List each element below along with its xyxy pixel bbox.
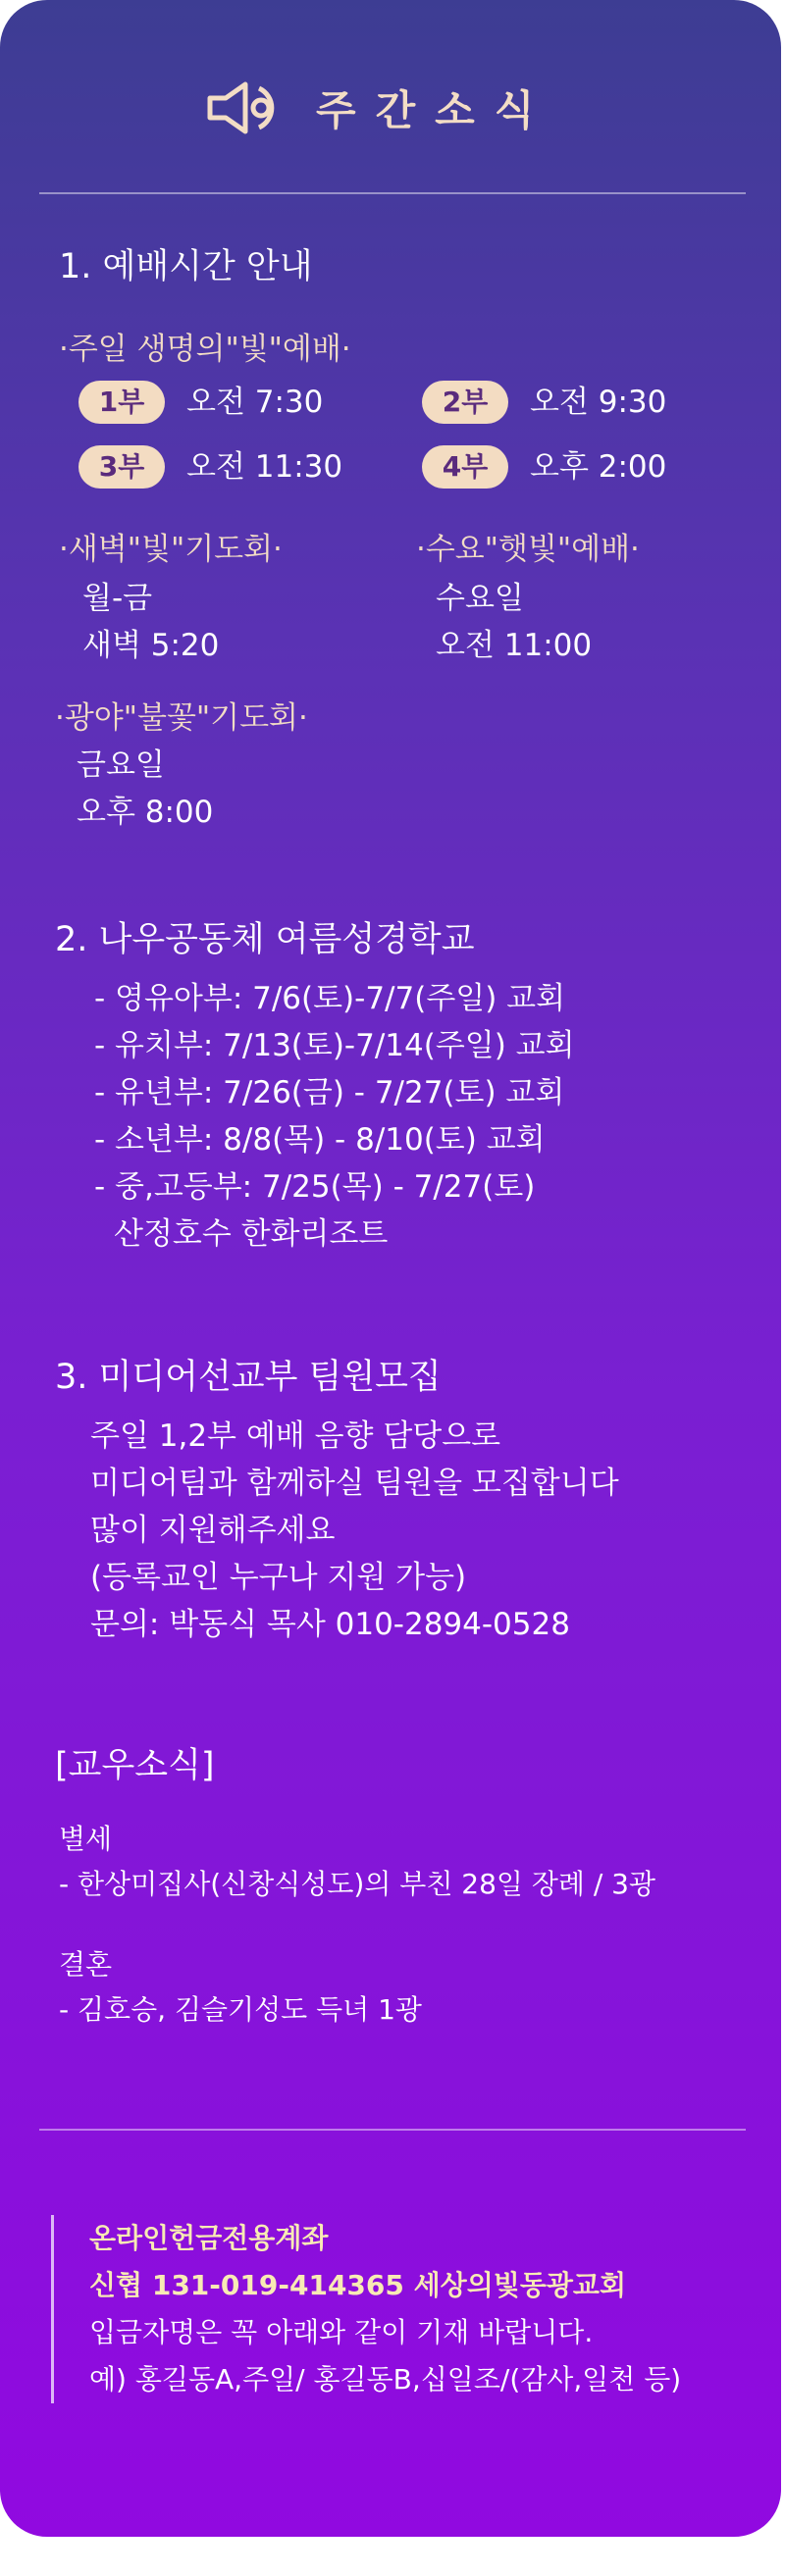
wednesday-service-time: 오전 11:00 [436,628,593,663]
vbs-item: 산정호수 한화리조트 [114,1216,389,1252]
service-badge-2: 2부 [422,381,508,424]
recruit-line: 주일 1,2부 예배 음향 담당으로 [90,1418,501,1454]
friday-prayer-time: 오후 8:00 [77,795,214,830]
footer-divider [39,2129,746,2131]
recruit-contact: 문의: 박동식 목사 010-2894-0528 [90,1607,570,1642]
recruit-line: (등록교인 누구나 지원 가능) [90,1560,467,1595]
death-label: 별세 [59,1823,113,1855]
friday-prayer-label: ·광야"불꽃"기도회· [55,700,308,736]
account-note: 입금자명은 꼭 아래와 같이 기재 바랍니다. [89,2316,594,2348]
death-text: - 한상미집사(신창식성도)의 부친 28일 장례 / 3광 [59,1868,656,1900]
dawn-prayer-time: 새벽 5:20 [82,628,220,663]
vbs-item: - 유치부: 7/13(토)-7/14(주일) 교회 [94,1028,575,1063]
account-example: 예) 홍길동A,주일/ 홍길동B,십일조/(감사,일천 등) [89,2363,682,2396]
service-badge-1: 1부 [78,381,165,424]
wednesday-service-label: ·수요"햇빛"예배· [416,532,640,567]
recruit-line: 많이 지원해주세요 [90,1513,336,1548]
service-badge-3: 3부 [78,445,165,489]
dawn-prayer-days: 월-금 [82,581,153,616]
death-notice [59,1817,655,1907]
recruit-line: 미디어팀과 함께하실 팀원을 모집합니다 [90,1466,619,1501]
friday-prayer-days: 금요일 [77,747,165,783]
page-title: 주간소식 [316,86,554,134]
birth-notice [59,1942,422,2033]
section1-title: 1. 예배시간 안내 [59,247,313,286]
header-divider [39,192,746,194]
wedding-text: - 김호승, 김슬기성도 득녀 1광 [59,1993,422,2026]
service-time-4: 오후 2:00 [530,449,667,485]
vbs-item: - 소년부: 8/8(목) - 8/10(토) 교회 [94,1122,546,1158]
account-title: 온라인헌금전용계좌 [89,2222,329,2254]
vbs-item: - 영유아부: 7/6(토)-7/7(주일) 교회 [94,981,566,1016]
speaker-icon [202,78,290,141]
section3-title: 3. 미디어선교부 팀원모집 [55,1358,442,1397]
wedding-label: 결혼 [59,1948,113,1981]
offering-account-box [51,2215,776,2403]
service-time-2: 오전 9:30 [530,385,667,420]
service-time-3: 오전 11:30 [186,449,343,485]
wednesday-service-info [436,575,592,669]
vbs-schedule-list [94,975,575,1258]
sunday-service-label: ·주일 생명의"빛"예배· [59,332,351,367]
friday-prayer-info [77,742,213,836]
dawn-prayer-label: ·새벽"빛"기도회· [59,532,283,567]
vbs-item: - 유년부: 7/26(금) - 7/27(토) 교회 [94,1075,565,1110]
dawn-prayer-info [82,575,219,669]
wednesday-service-days: 수요일 [436,581,524,616]
section2-title: 2. 나우공동체 여름성경학교 [55,920,475,959]
header [0,69,781,157]
service-time-1: 오전 7:30 [186,385,324,420]
account-number: 신협 131-019-414365 세상의빛동광교회 [89,2269,627,2301]
vbs-item: - 중,고등부: 7/25(목) - 7/27(토) [94,1169,536,1205]
member-news-title: [교우소식] [55,1746,215,1785]
service-badge-4: 4부 [422,445,508,489]
media-recruit-text [90,1413,619,1648]
